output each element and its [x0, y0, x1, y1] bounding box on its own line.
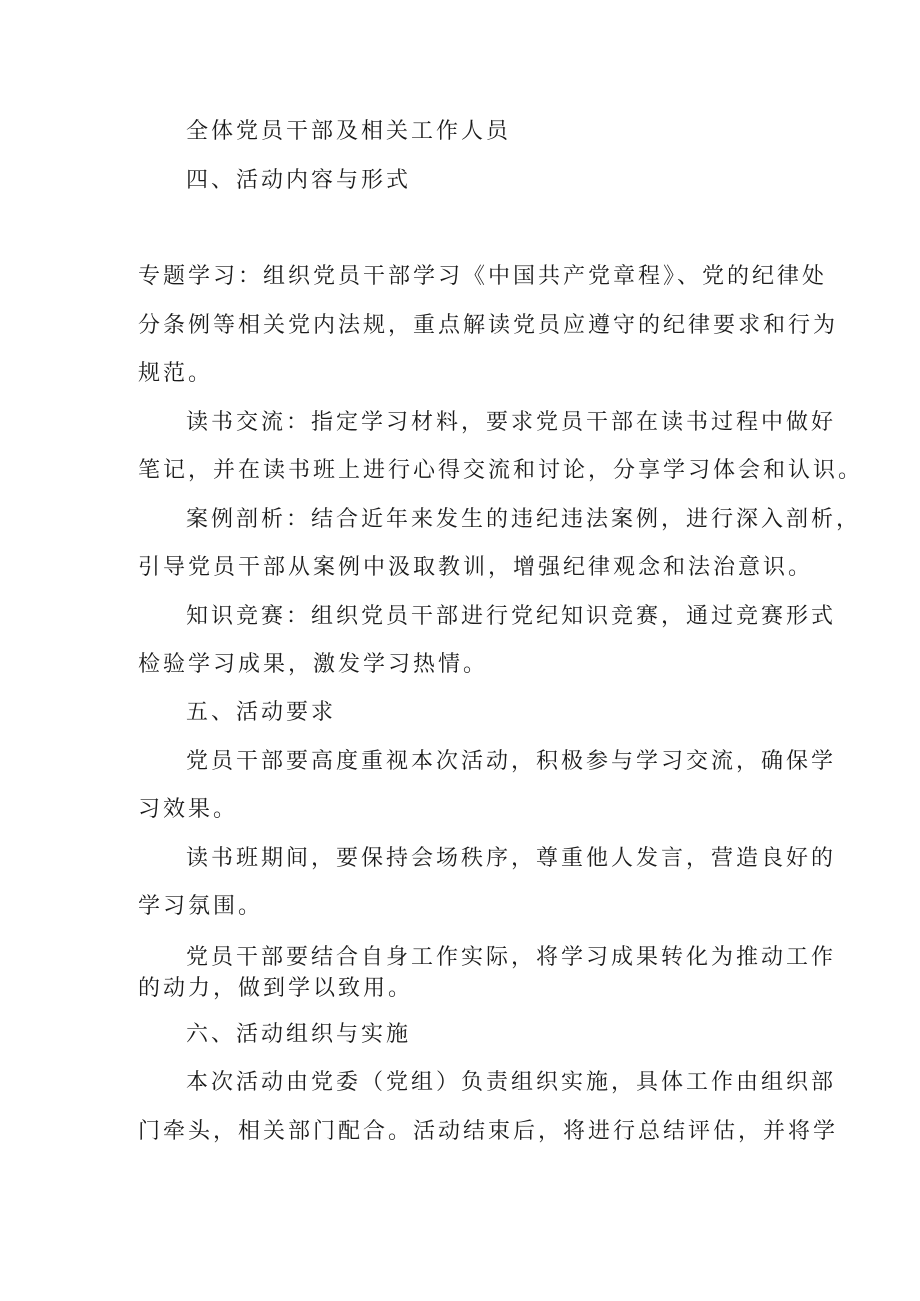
reading-paragraph-line-2: 笔记，并在读书班上进行心得交流和讨论，分享学习体会和认识。 — [138, 458, 864, 483]
case-paragraph-line-1: 案例剖析：结合近年来发生的违纪违法案例，进行深入剖析， — [186, 507, 862, 532]
requirement-3-line-1: 党员干部要结合自身工作实际，将学习成果转化为推动工作 — [186, 945, 837, 970]
section-heading-4: 四、活动内容与形式 — [186, 168, 412, 193]
section-heading-6: 六、活动组织与实施 — [186, 1022, 412, 1047]
case-paragraph-line-2: 引导党员干部从案例中汲取教训，增强纪律观念和法治意识。 — [138, 555, 814, 580]
requirement-3-line-2: 的动力，做到学以致用。 — [138, 976, 414, 1001]
study-paragraph-line-2: 分条例等相关党内法规，重点解读党员应遵守的纪律要求和行为 — [138, 313, 839, 338]
reading-paragraph-line-1: 读书交流：指定学习材料，要求党员干部在读书过程中做好 — [186, 410, 837, 435]
study-paragraph-line-1: 专题学习：组织党员干部学习《中国共产党章程》、党的纪律处 — [138, 264, 828, 289]
requirement-1-line-2: 习效果。 — [138, 797, 239, 822]
quiz-paragraph-line-2: 检验学习成果，激发学习热情。 — [138, 652, 489, 677]
requirement-1-line-1: 党员干部要高度重视本次活动，积极参与学习交流，确保学 — [186, 749, 837, 774]
organization-paragraph-line-2: 门牵头，相关部门配合。活动结束后，将进行总结评估，并将学 — [138, 1119, 839, 1144]
quiz-paragraph-line-1: 知识竞赛：组织党员干部进行党纪知识竞赛，通过竞赛形式 — [186, 604, 837, 629]
participants-text: 全体党员干部及相关工作人员 — [186, 119, 512, 144]
organization-paragraph-line-1: 本次活动由党委（党组）负责组织实施，具体工作由组织部 — [186, 1070, 837, 1095]
study-paragraph-line-3: 规范。 — [138, 361, 214, 386]
section-heading-5: 五、活动要求 — [186, 700, 337, 725]
requirement-2-line-2: 学习氛围。 — [138, 894, 264, 919]
requirement-2-line-1: 读书班期间，要保持会场秩序，尊重他人发言，营造良好的 — [186, 846, 837, 871]
